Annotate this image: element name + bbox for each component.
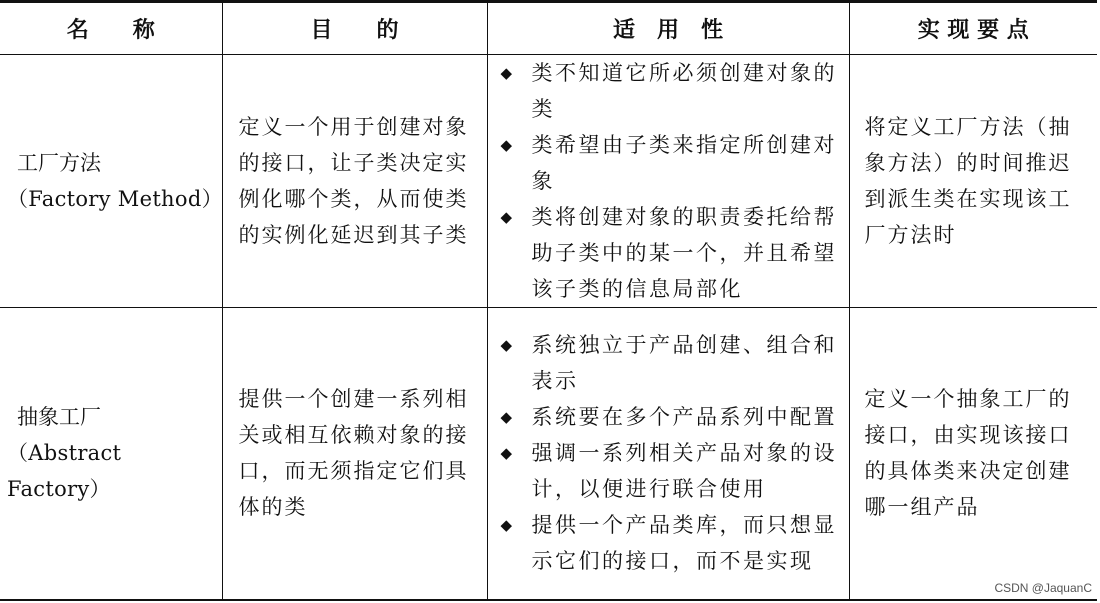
applicability-text: 类将创建对象的职责委托给帮助子类中的某一个，并且希望该子类的信息局部化	[531, 205, 837, 301]
header-purpose: 目 的	[222, 2, 487, 55]
key-points-cell: 定义一个抽象工厂的接口，由实现该接口的具体类来决定创建哪一组产品	[849, 308, 1097, 600]
applicability-cell	[487, 308, 849, 600]
pattern-name-en: （Factory Method）	[7, 187, 223, 211]
diamond-bullet-icon: ◆	[500, 64, 515, 82]
pattern-name-en: （Abstract Factory）	[7, 441, 122, 502]
pattern-name-zh: 工厂方法	[17, 151, 101, 175]
header-row	[0, 2, 1097, 55]
applicability-text: 类不知道它所必须创建对象的类	[531, 61, 837, 121]
pattern-name-cell	[0, 55, 222, 308]
pattern-name-zh: 抽象工厂	[17, 405, 101, 430]
key-points-cell: 将定义工厂方法（抽象方法）的时间推迟到派生类在实现该工厂方法时	[849, 55, 1097, 308]
table-body	[0, 55, 1097, 600]
applicability-text: 系统要在多个产品系列中配置	[531, 405, 837, 430]
list-item	[501, 507, 841, 579]
applicability-list	[501, 327, 841, 579]
applicability-text: 系统独立于产品创建、组合和表示	[531, 333, 837, 394]
list-item	[501, 327, 841, 399]
applicability-list	[501, 55, 841, 307]
diamond-bullet-icon: ◆	[500, 408, 515, 427]
applicability-text: 类希望由子类来指定所创建对象	[531, 133, 837, 193]
pattern-name-cell	[0, 308, 222, 600]
table-row	[0, 308, 1097, 600]
purpose-cell: 定义一个用于创建对象的接口，让子类决定实例化哪个类，从而使类的实例化延迟到其子类	[222, 55, 487, 308]
list-item	[501, 55, 841, 127]
diamond-bullet-icon: ◆	[500, 136, 515, 154]
table-row	[0, 55, 1097, 308]
list-item	[501, 127, 841, 199]
table-header	[0, 2, 1097, 55]
applicability-text: 提供一个产品类库，而只想显示它们的接口，而不是实现	[531, 513, 837, 574]
diamond-bullet-icon: ◆	[500, 208, 515, 226]
header-applicability: 适 用 性	[487, 2, 849, 55]
diamond-bullet-icon: ◆	[500, 444, 515, 463]
header-name: 名 称	[0, 2, 222, 55]
watermark: CSDN @JaquanC	[994, 581, 1092, 595]
applicability-cell	[487, 55, 849, 308]
header-key-points: 实 现 要 点	[849, 2, 1097, 55]
list-item	[501, 399, 841, 435]
list-item	[501, 435, 841, 507]
diamond-bullet-icon: ◆	[500, 516, 515, 535]
applicability-text: 强调一系列相关产品对象的设计，以便进行联合使用	[531, 441, 837, 502]
diamond-bullet-icon: ◆	[500, 336, 515, 355]
purpose-cell: 提供一个创建一系列相关或相互依赖对象的接口，而无须指定它们具体的类	[222, 308, 487, 600]
list-item	[501, 199, 841, 307]
